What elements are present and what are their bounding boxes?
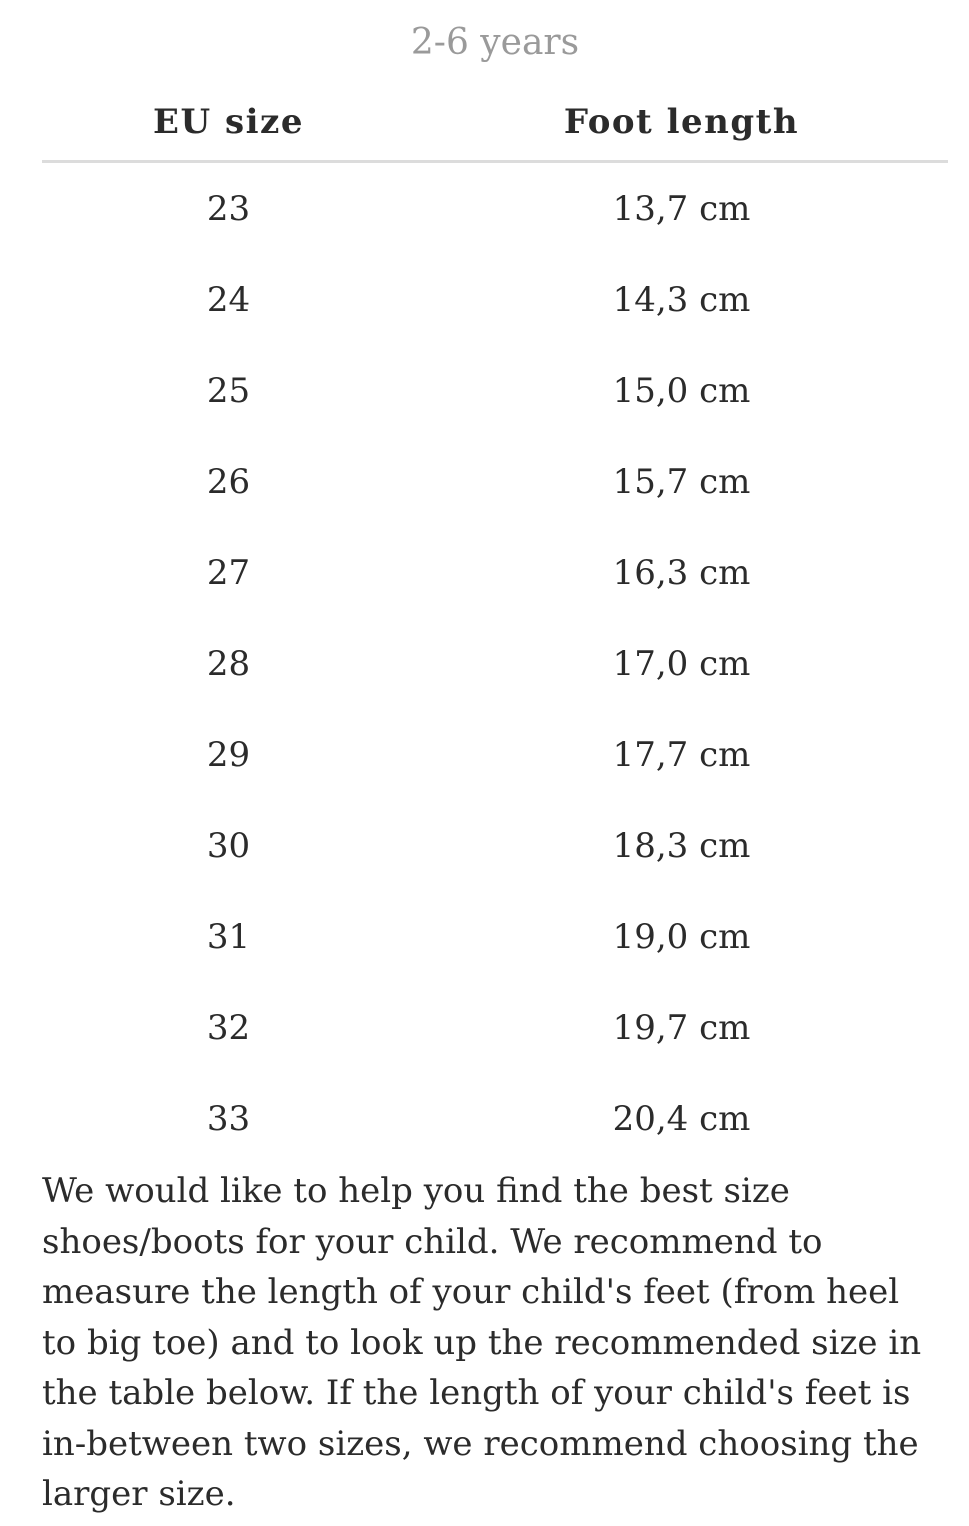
- eu-size-cell: 33: [206, 1098, 251, 1139]
- sizing-advice-text: We would like to help you find the best size shoes/boots for your child. We recommend to measure the length of your child's feet (from heel to big toe) and to look up the recommended size in the table below. If the length of your child's feet is in-between two sizes, we recommend choosing the larger size.: [42, 1171, 922, 1514]
- header-eu-size: EU size: [42, 84, 415, 162]
- table-caption: 2-6 years: [410, 22, 580, 63]
- table-row: [42, 800, 948, 891]
- eu-size-cell: 32: [206, 1007, 251, 1048]
- table-row: [42, 436, 948, 527]
- eu-size-cell: 30: [206, 825, 251, 866]
- foot-length-cell: 17,0 cm: [612, 643, 751, 684]
- table-row: [42, 1073, 948, 1164]
- foot-length-cell: 19,0 cm: [612, 916, 751, 957]
- foot-length-cell: 20,4 cm: [612, 1098, 751, 1139]
- eu-size-cell: 25: [206, 370, 251, 411]
- table-header-row: [42, 84, 948, 162]
- foot-length-cell: 13,7 cm: [612, 188, 751, 229]
- table-row: [42, 162, 948, 255]
- eu-size-cell: 27: [206, 552, 251, 593]
- table-row: [42, 891, 948, 982]
- table-row: [42, 345, 948, 436]
- eu-size-cell: 29: [206, 734, 251, 775]
- eu-size-cell: 23: [206, 188, 251, 229]
- header-foot-length: Foot length: [415, 84, 948, 162]
- table-row: [42, 709, 948, 800]
- eu-size-cell: 26: [206, 461, 251, 502]
- size-table: [42, 84, 948, 1164]
- foot-length-cell: 19,7 cm: [612, 1007, 751, 1048]
- table-row: [42, 618, 948, 709]
- eu-size-cell: 31: [206, 916, 251, 957]
- foot-length-cell: 15,7 cm: [612, 461, 751, 502]
- table-row: [42, 982, 948, 1073]
- table-row: [42, 527, 948, 618]
- eu-size-cell: 28: [206, 643, 251, 684]
- foot-length-cell: 14,3 cm: [612, 279, 751, 320]
- foot-length-cell: 17,7 cm: [612, 734, 751, 775]
- table-row: [42, 254, 948, 345]
- eu-size-cell: 24: [206, 279, 251, 320]
- foot-length-cell: 18,3 cm: [612, 825, 751, 866]
- foot-length-cell: 16,3 cm: [612, 552, 751, 593]
- foot-length-cell: 15,0 cm: [612, 370, 751, 411]
